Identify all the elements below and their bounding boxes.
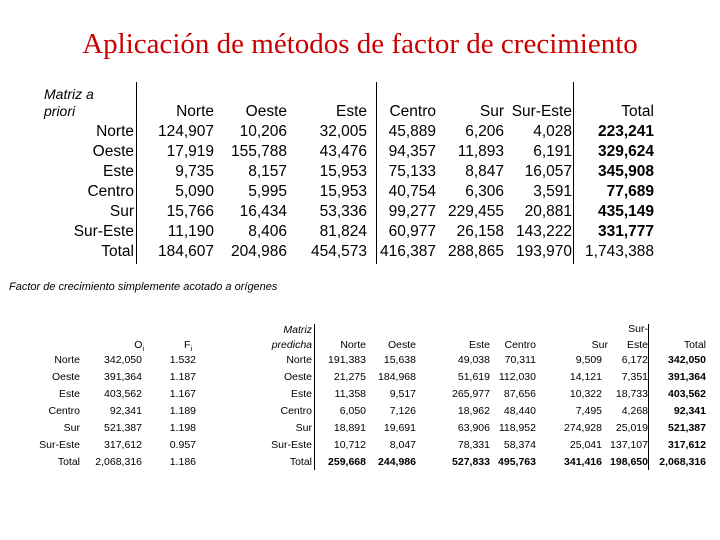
matrix-cell: 45,889 xyxy=(388,123,436,140)
factor-fi-value: 1.532 xyxy=(169,354,196,366)
matrix-cell: 81,824 xyxy=(319,223,367,240)
matrix-corner-label-2: priori xyxy=(44,103,76,119)
matrix-cell: 15,766 xyxy=(166,203,214,220)
predicted-cell: 87,656 xyxy=(503,388,536,400)
predicted-cell: 265,977 xyxy=(452,388,490,400)
predicted-col-header-sureste-1: Sur- xyxy=(628,323,648,335)
predicted-cell: 112,030 xyxy=(498,371,536,383)
predicted-cell: 274,928 xyxy=(564,422,602,434)
predicted-cell-total: 403,562 xyxy=(668,388,706,400)
matrix-cell: 416,387 xyxy=(379,243,436,260)
predicted-cell: 15,638 xyxy=(383,354,416,366)
matrix-cell: 53,336 xyxy=(319,203,367,220)
factor-oi-value: 2,068,316 xyxy=(95,456,142,468)
matrix-cell: 204,986 xyxy=(230,243,287,260)
col-fi-header: $F_i$ xyxy=(184,339,192,354)
predicted-cell: 6,172 xyxy=(621,354,648,366)
matrix-cell: 6,191 xyxy=(533,143,572,160)
matrix-row-label: Oeste xyxy=(92,143,134,160)
matrix-cell: 11,190 xyxy=(167,223,214,240)
matrix-divider xyxy=(648,324,649,470)
matrix-cell: 9,735 xyxy=(175,163,214,180)
predicted-cell: 63,906 xyxy=(457,422,490,434)
predicted-cell: 58,374 xyxy=(503,439,536,451)
predicted-cell: 25,019 xyxy=(615,422,648,434)
matrix-cell: 4,028 xyxy=(533,123,572,140)
predicted-cell: 6,050 xyxy=(339,405,366,417)
matrix-cell: 32,005 xyxy=(319,123,367,140)
matrix-cell: 143,222 xyxy=(515,223,572,240)
matrix-cell: 40,754 xyxy=(388,183,436,200)
predicted-cell: 18,962 xyxy=(457,405,490,417)
predicted-row-label: Norte xyxy=(286,354,312,366)
predicted-cell-total: 521,387 xyxy=(668,422,706,434)
predicted-cell: 18,891 xyxy=(333,422,366,434)
matrix-col-header: Total xyxy=(621,103,654,120)
factor-fi-value: 1.167 xyxy=(169,388,196,400)
matrix-cell: 10,206 xyxy=(239,123,287,140)
predicted-cell-total: 2,068,316 xyxy=(659,456,706,468)
predicted-cell: 118,952 xyxy=(498,422,536,434)
predicted-corner-label-2: predicha xyxy=(271,339,312,351)
matrix-cell: 75,133 xyxy=(388,163,436,180)
matrix-cell: 16,057 xyxy=(524,163,572,180)
predicted-col-header: Centro xyxy=(504,339,536,351)
matrix-col-header: Centro xyxy=(389,103,436,120)
matrix-cell: 5,090 xyxy=(175,183,214,200)
predicted-cell-total: 391,364 xyxy=(668,371,706,383)
predicted-cell-total: 92,341 xyxy=(673,405,706,417)
matrix-row-label: Centro xyxy=(87,183,134,200)
factor-row-label: Total xyxy=(57,456,80,468)
matrix-cell: 8,157 xyxy=(248,163,287,180)
predicted-col-header: Sur xyxy=(591,339,608,351)
matrix-cell: 20,881 xyxy=(524,203,572,220)
predicted-col-header: Norte xyxy=(340,339,366,351)
predicted-cell: 495,763 xyxy=(498,456,536,468)
predicted-cell: 7,126 xyxy=(389,405,416,417)
predicted-cell: 25,041 xyxy=(569,439,602,451)
matrix-cell: 15,953 xyxy=(319,183,367,200)
factor-fi-value: 1.189 xyxy=(169,405,196,417)
factor-oi-value: 342,050 xyxy=(104,354,142,366)
matrix-cell: 6,306 xyxy=(465,183,504,200)
matrix-cell: 26,158 xyxy=(456,223,504,240)
matrix-row-label: Sur-Este xyxy=(73,223,134,240)
matrix-cell-total: 331,777 xyxy=(597,223,654,240)
predicted-row-label: Sur xyxy=(295,422,312,434)
matrix-cell-total: 77,689 xyxy=(606,183,654,200)
matrix-cell-total: 223,241 xyxy=(597,123,654,140)
factor-oi-value: 317,612 xyxy=(104,439,142,451)
matrix-cell: 229,455 xyxy=(447,203,504,220)
factor-oi-value: 403,562 xyxy=(104,388,142,400)
factor-row-label: Este xyxy=(58,388,80,400)
matrix-cell: 43,476 xyxy=(319,143,367,160)
matrix-row-label: Sur xyxy=(109,203,134,220)
predicted-col-header: Este xyxy=(468,339,490,351)
predicted-cell: 7,351 xyxy=(621,371,648,383)
predicted-row-label: Total xyxy=(289,456,312,468)
predicted-col-header: Total xyxy=(683,339,706,351)
matrix-cell-total: 345,908 xyxy=(597,163,654,180)
matrix-cell: 193,970 xyxy=(515,243,572,260)
predicted-cell: 9,509 xyxy=(575,354,602,366)
predicted-cell-total: 317,612 xyxy=(668,439,706,451)
predicted-cell: 4,268 xyxy=(621,405,648,417)
matrix-col-header: Oeste xyxy=(245,103,287,120)
factor-fi-value: 1.198 xyxy=(169,422,196,434)
matrix-cell: 8,847 xyxy=(465,163,504,180)
matrix-cell-total: 1,743,388 xyxy=(585,243,654,260)
matrix-cell: 11,893 xyxy=(457,143,504,160)
matrix-cell-total: 329,624 xyxy=(597,143,654,160)
predicted-cell: 21,275 xyxy=(333,371,366,383)
predicted-cell: 10,322 xyxy=(569,388,602,400)
predicted-cell: 14,121 xyxy=(569,371,602,383)
factor-row-label: Oeste xyxy=(51,371,80,383)
predicted-col-header-sureste-2: Este xyxy=(626,339,648,351)
predicted-cell: 7,495 xyxy=(575,405,602,417)
matrix-cell: 94,357 xyxy=(388,143,436,160)
matrix-col-header: Este xyxy=(335,103,367,120)
predicted-cell: 78,331 xyxy=(457,439,490,451)
factor-oi-value: 521,387 xyxy=(104,422,142,434)
factor-oi-value: 92,341 xyxy=(109,405,142,417)
matrix-cell: 17,919 xyxy=(166,143,214,160)
factor-row-label: Norte xyxy=(54,354,80,366)
matrix-row-label: Este xyxy=(102,163,134,180)
matrix-cell-total: 435,149 xyxy=(597,203,654,220)
predicted-cell: 137,107 xyxy=(610,439,648,451)
predicted-cell: 8,047 xyxy=(389,439,416,451)
predicted-cell-total: 342,050 xyxy=(668,354,706,366)
factor-oi-value: 391,364 xyxy=(104,371,142,383)
predicted-cell: 18,733 xyxy=(615,388,648,400)
matrix-cell: 155,788 xyxy=(230,143,287,160)
matrix-cell: 5,995 xyxy=(248,183,287,200)
predicted-cell: 259,668 xyxy=(328,456,366,468)
predicted-cell: 48,440 xyxy=(503,405,536,417)
predicted-row-label: Centro xyxy=(280,405,312,417)
predicted-cell: 9,517 xyxy=(389,388,416,400)
matrix-row-label: Total xyxy=(101,243,134,260)
col-oi-header: $O_i$ xyxy=(134,339,144,354)
factor-fi-value: 1.186 xyxy=(169,456,196,468)
matrix-cell: 454,573 xyxy=(310,243,367,260)
matrix-corner-label-1: Matriz a xyxy=(44,86,94,102)
matrix-col-header: Norte xyxy=(176,103,214,120)
factor-row-label: Sur xyxy=(63,422,80,434)
predicted-cell: 244,986 xyxy=(378,456,416,468)
predicted-row-label: Este xyxy=(290,388,312,400)
matrix-col-header: Sur xyxy=(479,103,504,120)
predicted-cell: 341,416 xyxy=(564,456,602,468)
matrix-cell: 3,591 xyxy=(533,183,572,200)
matrix-cell: 99,277 xyxy=(388,203,436,220)
predicted-cell: 11,358 xyxy=(334,388,366,400)
matrix-row-label: Norte xyxy=(96,123,134,140)
predicted-row-label: Sur-Este xyxy=(271,439,312,451)
predicted-cell: 49,038 xyxy=(457,354,490,366)
predicted-cell: 10,712 xyxy=(333,439,366,451)
predicted-cell: 198,650 xyxy=(610,456,648,468)
predicted-corner-label-1: Matriz xyxy=(283,324,312,336)
matrix-cell: 124,907 xyxy=(157,123,214,140)
matrix-cell: 15,953 xyxy=(319,163,367,180)
predicted-col-header: Oeste xyxy=(387,339,416,351)
predicted-row-label: Oeste xyxy=(283,371,312,383)
factor-row-label: Centro xyxy=(48,405,80,417)
predicted-cell: 184,968 xyxy=(378,371,416,383)
page-title: Aplicación de métodos de factor de crecimiento xyxy=(82,28,638,60)
matrix-cell: 60,977 xyxy=(388,223,436,240)
factor-fi-value: 0.957 xyxy=(169,439,196,451)
matrix-divider xyxy=(314,324,315,470)
predicted-cell: 191,383 xyxy=(328,354,366,366)
matrix-cell: 184,607 xyxy=(157,243,214,260)
matrix-cell: 6,206 xyxy=(465,123,504,140)
matrix-cell: 288,865 xyxy=(447,243,504,260)
matrix-cell: 16,434 xyxy=(239,203,287,220)
factor-fi-value: 1.187 xyxy=(169,371,196,383)
predicted-cell: 70,311 xyxy=(504,354,536,366)
matrix-cell: 8,406 xyxy=(248,223,287,240)
predicted-cell: 19,691 xyxy=(383,422,416,434)
factor-row-label: Sur-Este xyxy=(39,439,80,451)
matrix-col-header: Sur-Este xyxy=(511,103,572,120)
predicted-cell: 51,619 xyxy=(457,371,490,383)
factor-caption: Factor de crecimiento simplemente acotado a orígenes xyxy=(9,281,278,293)
predicted-cell: 527,833 xyxy=(452,456,490,468)
